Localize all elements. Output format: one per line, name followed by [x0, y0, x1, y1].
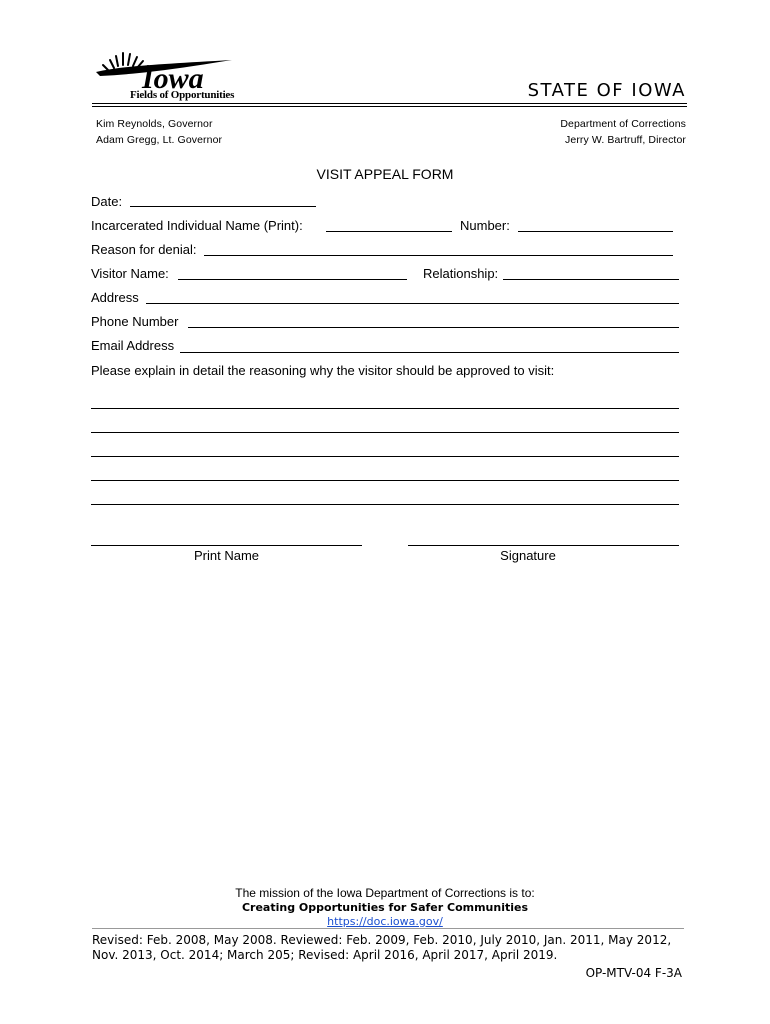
signature-field[interactable]	[408, 545, 679, 546]
explain-line[interactable]	[91, 480, 679, 481]
inmate-name-field[interactable]	[326, 231, 452, 232]
explain-line[interactable]	[91, 432, 679, 433]
phone-label: Phone Number	[91, 314, 179, 329]
revision-history: Revised: Feb. 2008, May 2008. Reviewed: Feb. 2009, Feb. 2010, July 2010, Jan. 2011, May 2012, Nov. 2013, Oct. 2014; March 205; Revised: April 2016, April 2017, April 2019.	[92, 933, 672, 962]
mission-statement: The mission of the Iowa Department of Corrections is to:	[235, 886, 535, 900]
print-name-field[interactable]	[91, 545, 362, 546]
reason-label: Reason for denial:	[91, 242, 197, 257]
website-link[interactable]: https://doc.iowa.gov/	[327, 915, 443, 928]
form-title: VISIT APPEAL FORM	[316, 166, 454, 182]
number-label: Number:	[460, 218, 510, 233]
logo-tagline: Fields of Opportunities	[130, 89, 235, 101]
signature-label: Signature	[500, 548, 556, 563]
explain-line[interactable]	[91, 408, 679, 409]
relationship-label: Relationship:	[423, 266, 499, 281]
form-code: OP-MTV-04 F-3A	[585, 966, 682, 980]
visitor-name-label: Visitor Name:	[91, 266, 169, 281]
email-field[interactable]	[180, 352, 679, 353]
director-name: Jerry W. Bartruff, Director	[565, 134, 686, 146]
phone-field[interactable]	[188, 327, 679, 328]
address-field[interactable]	[146, 303, 679, 304]
date-field[interactable]	[130, 206, 316, 207]
governor-name: Kim Reynolds, Governor	[96, 118, 213, 130]
state-title: STATE OF IOWA	[527, 80, 686, 101]
footer-rule	[92, 928, 684, 929]
email-label: Email Address	[91, 338, 175, 353]
mission-motto: Creating Opportunities for Safer Communities	[241, 901, 529, 914]
header-rule	[92, 103, 687, 104]
inmate-name-label: Incarcerated Individual Name (Print):	[91, 218, 303, 233]
lt-governor-name: Adam Gregg, Lt. Governor	[96, 134, 223, 146]
department-name: Department of Corrections	[560, 118, 686, 130]
relationship-field[interactable]	[503, 279, 679, 280]
visitor-name-field[interactable]	[178, 279, 407, 280]
svg-text:Iowa: Iowa	[142, 62, 204, 95]
print-name-label: Print Name	[193, 548, 260, 563]
address-label: Address	[91, 290, 139, 305]
number-field[interactable]	[518, 231, 673, 232]
explain-line[interactable]	[91, 504, 679, 505]
reason-field[interactable]	[204, 255, 673, 256]
explain-label: Please explain in detail the reasoning why the visitor should be approved to visit:	[91, 363, 555, 378]
explain-line[interactable]	[91, 456, 679, 457]
date-label: Date:	[91, 194, 123, 209]
header-rule	[92, 106, 687, 107]
